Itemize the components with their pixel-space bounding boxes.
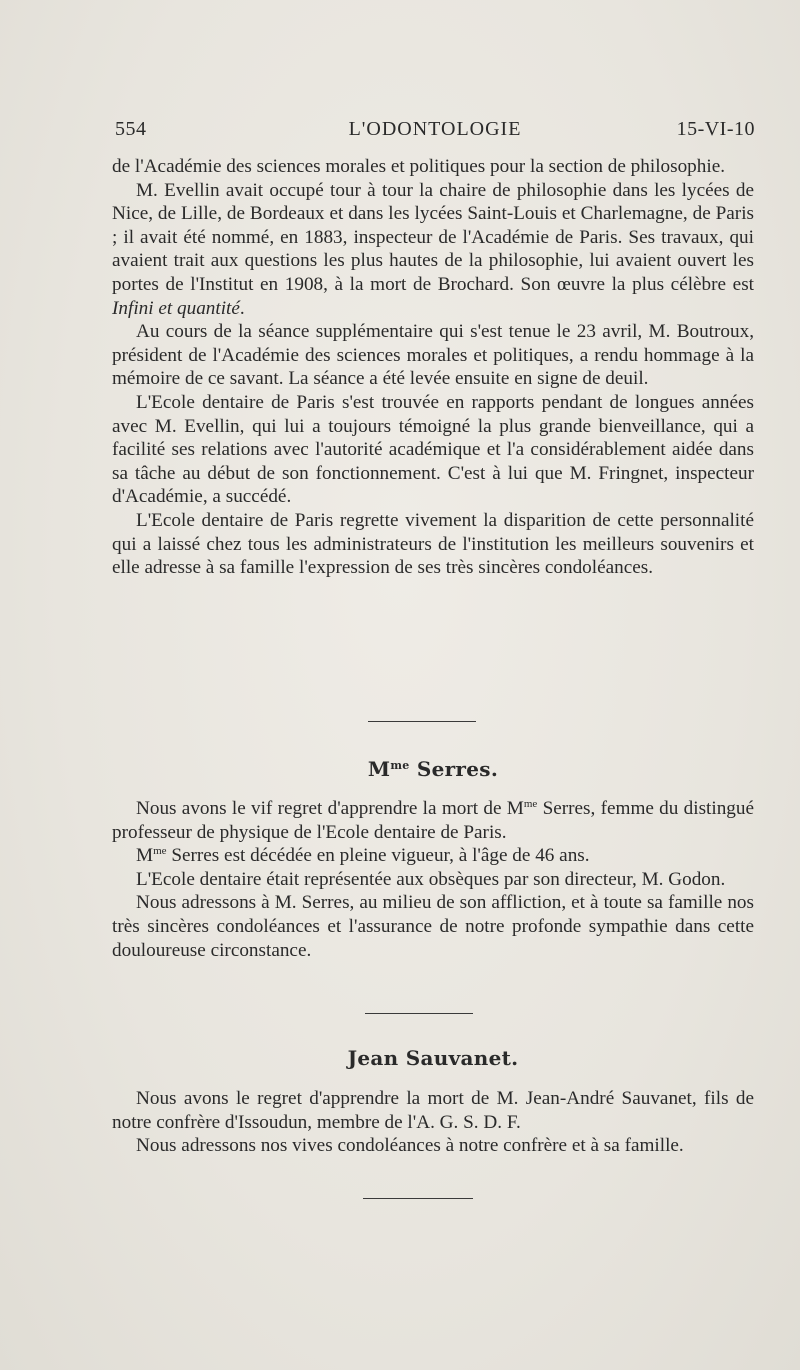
- paragraph: [112, 797, 754, 844]
- paragraph: Nous avons le regret d'apprendre la mort de M. Jean-André Sauvanet, fils de notre confrère d'Issoudun, membre de l'A. G. S. D. F.: [112, 1088, 754, 1133]
- paragraph-end: .: [239, 297, 245, 319]
- heading-text: M: [367, 757, 391, 781]
- paragraph: L'Ecole dentaire de Paris regrette vivement la disparition de cette personnalité qui a laissé chez tous les administrateurs de l'institution les meilleurs souvenirs et elle adresse à sa famille l'expression de ses très sincères condoléances.: [112, 509, 754, 579]
- heading-text: Serres.: [409, 757, 499, 781]
- sauvanet-obituary: [112, 1087, 754, 1158]
- superscript: me: [153, 845, 167, 858]
- serres-obituary: [112, 797, 754, 962]
- page-number: 554: [115, 118, 147, 140]
- paragraph: L'Ecole dentaire de Paris s'est trouvée en rapports pendant de longues années avec M. Evellin, qui lui a toujours témoigné la plus grande bienveillance, qui a facilité ses relations avec l'autorité académique et l'a considérablement aidée dans sa tâche au début de son fonctionnement. C'est à lui que M. Fringnet, inspecteur d'Académie, a succédé.: [112, 391, 754, 508]
- superscript: me: [523, 798, 538, 810]
- paragraph-text: M: [136, 845, 154, 867]
- paragraph-text: Nous avons le vif regret d'apprendre la mort de M: [136, 798, 524, 819]
- paragraph-text: M. Evellin avait occupé tour à tour la chaire de philosophie dans les lycées de Nice, de Lille, de Bordeaux et dans les lycées Saint-Louis et Charlemagne, de Paris ; il avait été nommé, en 1883, inspecteur de l'Académie de Paris. Ses travaux, qui avaient trait aux questions les plus hautes de la philosophie, lui avaient ouvert les portes de l'Institut en 1908, à la mort de Brochard. Son œuvre la plus célèbre est: [112, 179, 754, 295]
- heading-superscript: me: [390, 759, 410, 772]
- end-divider: [363, 1198, 473, 1199]
- paragraph: L'Ecole dentaire était représentée aux obsèques par son directeur, M. Godon.: [136, 868, 726, 890]
- sauvanet-heading: Jean Sauvanet.: [347, 1046, 519, 1070]
- book-title: Infini et quantité: [112, 297, 240, 319]
- serres-heading: [112, 757, 754, 781]
- paragraph: Au cours de la séance supplémentaire qui s'est tenue le 23 avril, M. Boutroux, président de l'Académie des sciences morales et politiques, a rendu hommage à la mémoire de ce savant. La séance a été levée ensuite en signe de deuil.: [112, 321, 754, 390]
- paragraph: Nous adressons nos vives condoléances à notre confrère et à sa famille.: [136, 1135, 684, 1157]
- running-header: [115, 118, 755, 148]
- paragraph: Nous adressons à M. Serres, au milieu de son affliction, et à toute sa famille nos très sincères condoléances et l'assurance de notre profonde sympathie dans cette douloureuse circonstance.: [112, 892, 754, 961]
- paragraph: de l'Académie des sciences morales et politiques pour la section de philosophie.: [112, 156, 726, 177]
- evellin-obituary: [112, 155, 754, 580]
- paragraph: [112, 844, 754, 868]
- section-divider: [368, 721, 476, 722]
- journal-title: L'ODONTOLOGIE: [348, 118, 522, 140]
- section-divider: [365, 1013, 473, 1014]
- paragraph-text: Serres, femme du distingué professeur de physique de l'Ecole dentaire de Paris.: [112, 798, 755, 843]
- paragraph: [112, 179, 754, 321]
- paragraph-text: Serres est décédée en pleine vigueur, à l'âge de 46 ans.: [166, 845, 590, 867]
- issue-date: 15-VI-10: [676, 118, 755, 140]
